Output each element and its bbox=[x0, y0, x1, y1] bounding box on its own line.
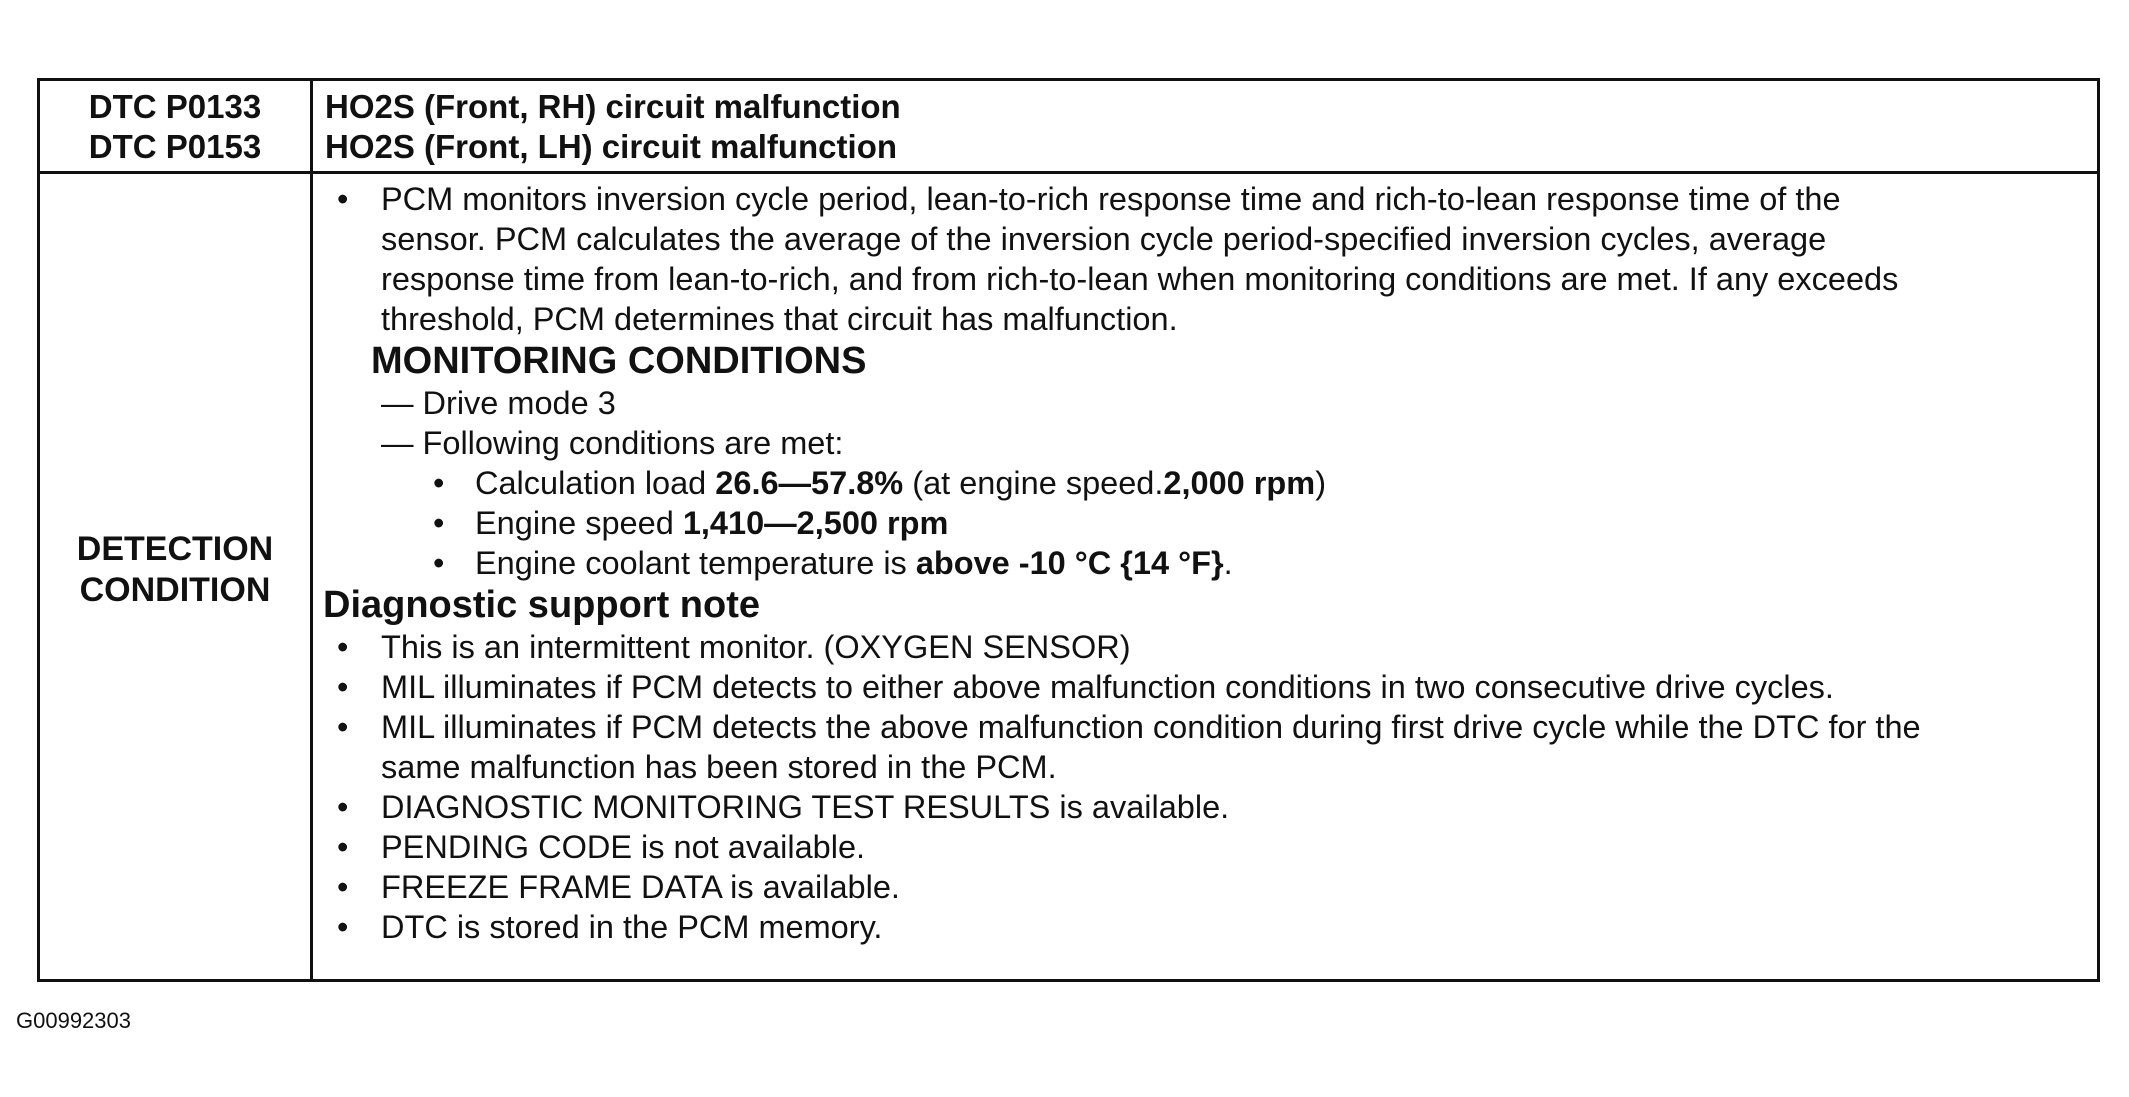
bullet-icon: • bbox=[337, 629, 349, 665]
dash-item-drive-mode: — Drive mode 3 bbox=[381, 385, 616, 421]
diagnostic-support-heading: Diagnostic support note bbox=[323, 584, 760, 626]
intro-line-3: response time from lean-to-rich, and from rich-to-lean when monitoring conditions are met. If any exceeds bbox=[381, 261, 1899, 297]
intro-line-1: • PCM monitors inversion cycle period, lean-to-rich response time and rich-to-lean response time of the bbox=[337, 181, 1841, 217]
note-dtc-stored: • DTC is stored in the PCM memory. bbox=[337, 909, 883, 945]
dash-item-following: — Following conditions are met: bbox=[381, 425, 844, 461]
bullet-icon: • bbox=[337, 669, 349, 705]
dtc-title-rh: HO2S (Front, RH) circuit malfunction bbox=[325, 88, 901, 125]
bullet-icon: • bbox=[337, 709, 349, 745]
note-freeze-frame: • FREEZE FRAME DATA is available. bbox=[337, 869, 900, 905]
bullet-icon: • bbox=[433, 505, 445, 541]
dtc-title-lh: HO2S (Front, LH) circuit malfunction bbox=[325, 128, 898, 165]
intro-line-4: threshold, PCM determines that circuit has malfunction. bbox=[381, 301, 1178, 337]
dtc-table bbox=[37, 78, 2100, 982]
figure-code: G00992303 bbox=[16, 1008, 131, 1033]
dtc-title-cell bbox=[313, 81, 2097, 174]
intro-paragraph bbox=[323, 179, 2087, 339]
condition-calculation-load: • Calculation load 26.6—57.8% (at engine speed.2,000 rpm) bbox=[433, 465, 1327, 501]
section-label-line-2: CONDITION bbox=[79, 570, 271, 609]
intro-line-2: sensor. PCM calculates the average of the inversion cycle period-specified inversion cycles, average bbox=[381, 221, 1827, 257]
condition-engine-speed: • Engine speed 1,410—2,500 rpm bbox=[433, 505, 949, 541]
bullet-icon: • bbox=[337, 789, 349, 825]
bullet-icon: • bbox=[337, 909, 349, 945]
monitoring-conditions-heading: MONITORING CONDITIONS bbox=[371, 340, 867, 382]
bullet-icon: • bbox=[337, 181, 349, 217]
note-test-results: • DIAGNOSTIC MONITORING TEST RESULTS is available. bbox=[337, 789, 1230, 825]
dtc-code-rh: DTC P0133 bbox=[88, 88, 262, 125]
note-mil-first-cycle: • MIL illuminates if PCM detects the above malfunction condition during first drive cycle while the DTC for the bbox=[337, 709, 1921, 745]
bullet-icon: • bbox=[433, 465, 445, 501]
dtc-code-cell bbox=[40, 81, 313, 174]
bullet-icon: • bbox=[433, 545, 445, 581]
bullet-icon: • bbox=[337, 869, 349, 905]
note-mil-two-cycles: • MIL illuminates if PCM detects to either above malfunction conditions in two consecutive drive cycles. bbox=[337, 669, 1834, 705]
note-mil-first-cycle-cont: same malfunction has been stored in the PCM. bbox=[381, 749, 1057, 785]
condition-coolant-temperature: • Engine coolant temperature is above -10 °C {14 °F}. bbox=[433, 545, 1233, 581]
dtc-code-lh: DTC P0153 bbox=[88, 128, 262, 165]
bullet-icon: • bbox=[337, 829, 349, 865]
section-label-line-1: DETECTION bbox=[76, 529, 274, 568]
detection-condition-body bbox=[313, 174, 2097, 979]
note-intermittent: • This is an intermittent monitor. (OXYGEN SENSOR) bbox=[337, 629, 1131, 665]
note-pending-code: • PENDING CODE is not available. bbox=[337, 829, 866, 865]
detection-condition-label-cell bbox=[40, 174, 313, 979]
